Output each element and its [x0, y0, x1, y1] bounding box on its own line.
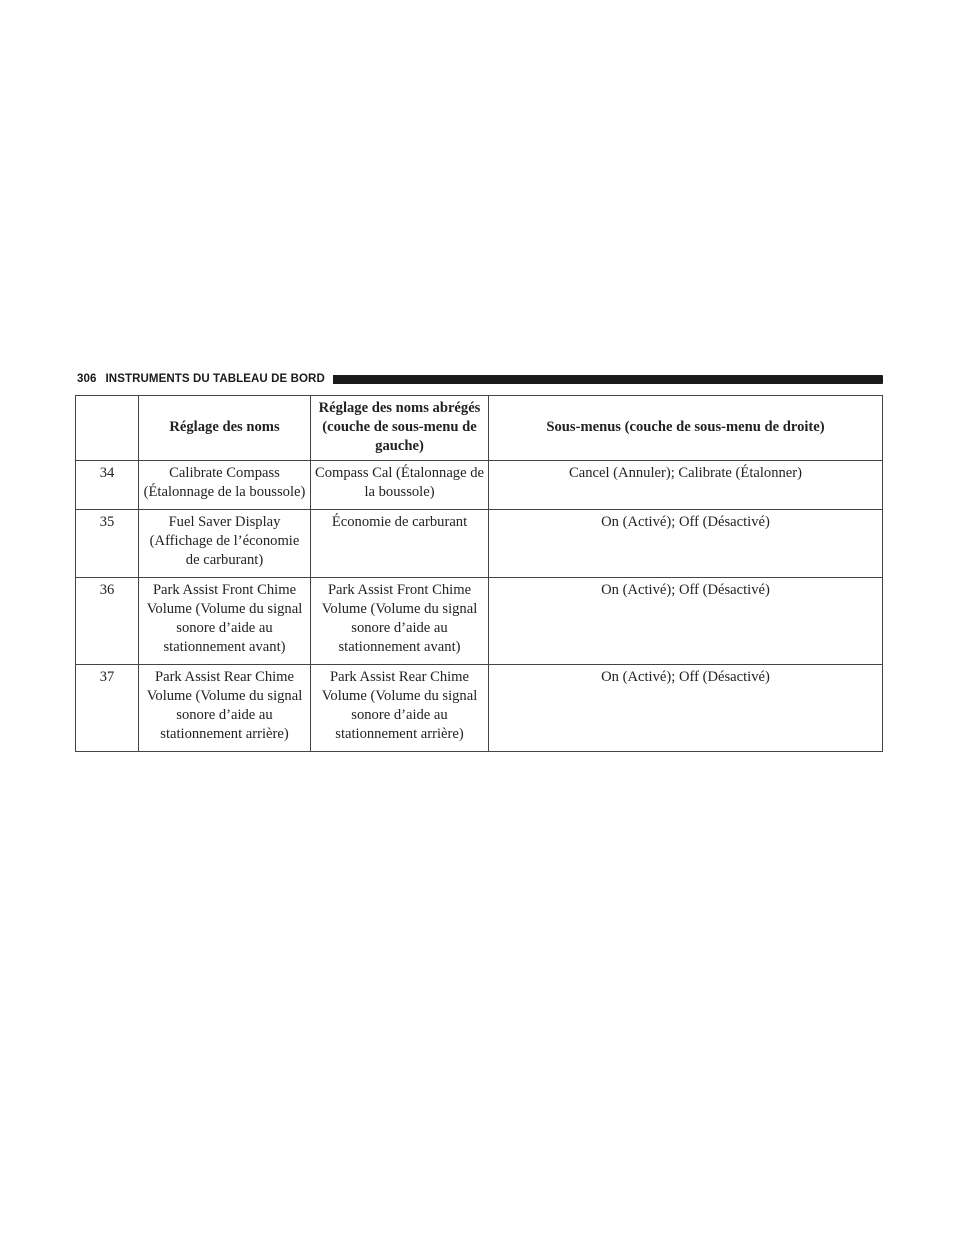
table-row [76, 510, 883, 578]
row-number: 35 [76, 510, 139, 578]
setting-short-name: Park Assist Front Chime Volume (Volume du signal sonore d’aide au stationnement avant) [311, 578, 489, 665]
setting-submenus: On (Activé); Off (Désactivé) [489, 578, 883, 665]
section-title: INSTRUMENTS DU TABLEAU DE BORD [105, 373, 325, 385]
column-header-name: Réglage des noms [139, 396, 311, 461]
row-number: 34 [76, 461, 139, 510]
setting-submenus: Cancel (Annuler); Calibrate (Étalonner) [489, 461, 883, 510]
setting-name: Fuel Saver Display (Affichage de l’économie de carburant) [139, 510, 311, 578]
table-row [76, 578, 883, 665]
header-rule [333, 375, 883, 384]
setting-name: Calibrate Compass (Étalonnage de la boussole) [139, 461, 311, 510]
setting-submenus: On (Activé); Off (Désactivé) [489, 665, 883, 752]
settings-table [75, 395, 883, 752]
page-number: 306 [77, 373, 97, 385]
setting-short-name: Park Assist Rear Chime Volume (Volume du signal sonore d’aide au stationnement arrière) [311, 665, 489, 752]
column-header-number [76, 396, 139, 461]
setting-submenus: On (Activé); Off (Désactivé) [489, 510, 883, 578]
row-number: 37 [76, 665, 139, 752]
table-row [76, 461, 883, 510]
setting-name: Park Assist Front Chime Volume (Volume du signal sonore d’aide au stationnement avant) [139, 578, 311, 665]
column-header-short-name: Réglage des noms abrégés (couche de sous-menu de gauche) [311, 396, 489, 461]
setting-name: Park Assist Rear Chime Volume (Volume du signal sonore d’aide au stationnement arrière) [139, 665, 311, 752]
page-header [77, 372, 883, 386]
row-number: 36 [76, 578, 139, 665]
column-header-submenus: Sous-menus (couche de sous-menu de droite) [489, 396, 883, 461]
setting-short-name: Économie de carburant [311, 510, 489, 578]
table-row [76, 665, 883, 752]
table-header-row [76, 396, 883, 461]
setting-short-name: Compass Cal (Étalonnage de la boussole) [311, 461, 489, 510]
